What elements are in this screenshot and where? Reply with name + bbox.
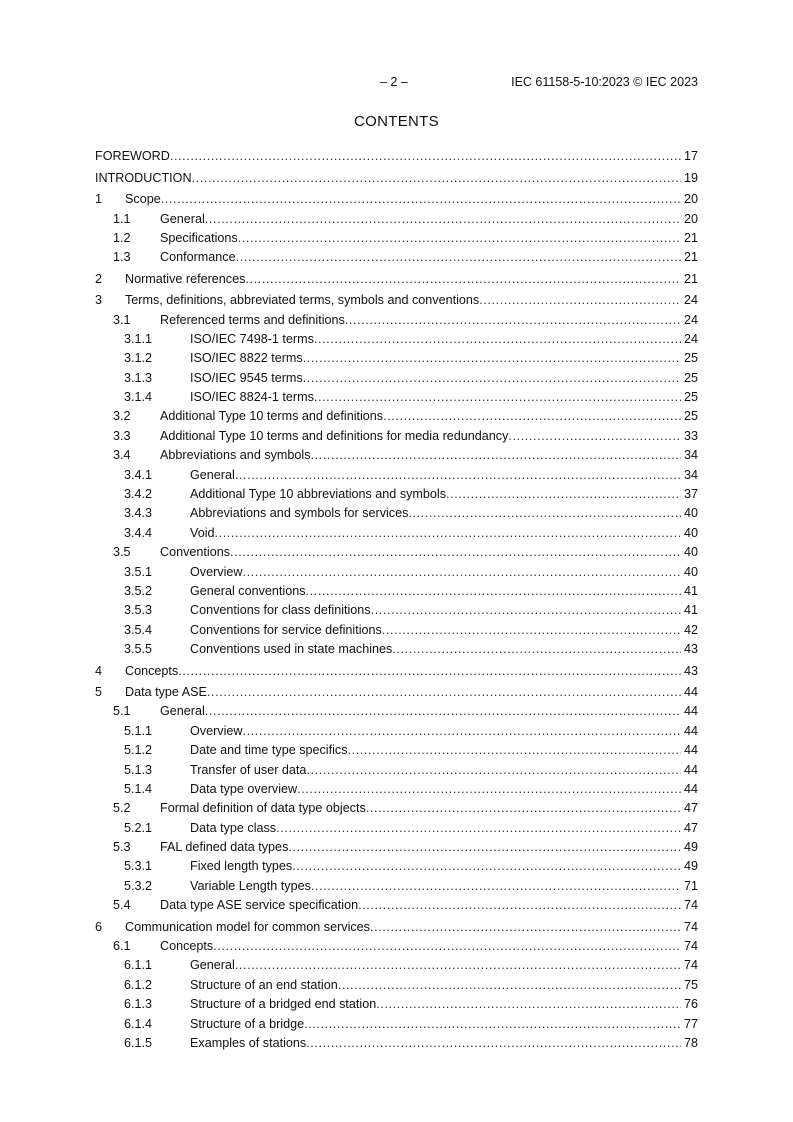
toc-entry-label: Structure of a bridge <box>190 1016 305 1031</box>
toc-entry[interactable] <box>95 502 698 521</box>
toc-entry-page: 49 <box>683 859 698 874</box>
toc-entry-label: Referenced terms and definitions <box>160 312 345 327</box>
dot-leader <box>508 429 681 444</box>
toc-entry-number: 5.1.3 <box>124 762 153 777</box>
dot-leader <box>288 840 681 855</box>
toc-entry[interactable] <box>95 424 698 443</box>
toc-entry-number: 5.1.4 <box>124 781 153 796</box>
dot-leader <box>408 506 681 521</box>
dot-leader <box>314 332 681 347</box>
toc-entry-label: Data type ASE service specification <box>160 898 359 913</box>
toc-entry[interactable] <box>95 797 698 816</box>
toc-entry[interactable] <box>95 483 698 502</box>
toc-entry-number: 5.3.2 <box>124 878 153 893</box>
toc-entry-page: 24 <box>683 331 698 346</box>
dot-leader <box>382 623 681 638</box>
toc-entry-page: 47 <box>683 820 698 835</box>
toc-entry-number: 1.3 <box>113 250 131 265</box>
toc-entry[interactable] <box>95 1012 698 1031</box>
toc-entry-label: ISO/IEC 7498-1 terms <box>190 331 314 346</box>
toc-entry[interactable] <box>95 207 698 226</box>
toc-entry-label: Scope <box>125 192 161 207</box>
dot-leader <box>292 859 681 874</box>
dot-leader <box>205 212 681 227</box>
toc-entry-page: 21 <box>683 250 698 265</box>
toc-entry-page: 77 <box>683 1016 698 1031</box>
toc-entry-number: 6.1.2 <box>124 977 153 992</box>
toc-entry-page: 44 <box>683 743 698 758</box>
dot-leader <box>383 409 681 424</box>
toc-entry[interactable] <box>95 935 698 954</box>
toc-entry-number: 3.4.4 <box>124 525 153 540</box>
dot-leader <box>358 898 681 913</box>
toc-entry[interactable] <box>95 700 698 719</box>
dot-leader <box>376 997 681 1012</box>
toc-entry-page: 44 <box>683 762 698 777</box>
toc-entry[interactable] <box>95 366 698 385</box>
toc-entry-number: 3.4 <box>113 448 131 463</box>
toc-entry-label: Abbreviations and symbols <box>160 448 311 463</box>
toc-entry-page: 21 <box>683 271 698 286</box>
dot-leader <box>314 390 681 405</box>
dot-leader <box>276 821 681 836</box>
toc-entry[interactable] <box>95 308 698 327</box>
dot-leader <box>311 448 681 463</box>
toc-entry-number: 1 <box>95 192 103 207</box>
toc-entry[interactable] <box>95 874 698 893</box>
toc-entry-number: 3.4.1 <box>124 467 153 482</box>
dot-leader <box>338 978 681 993</box>
toc-entry-label: General <box>190 467 235 482</box>
toc-entry-page: 78 <box>683 1035 698 1050</box>
toc-entry-page: 37 <box>683 487 698 502</box>
toc-entry[interactable] <box>95 188 698 207</box>
toc-entry-label: Formal definition of data type objects <box>160 801 366 816</box>
toc-entry-label: General conventions <box>190 583 306 598</box>
dot-leader <box>303 371 681 386</box>
toc-entry-label: Additional Type 10 terms and definitions <box>160 409 384 424</box>
toc-entry-label: ISO/IEC 9545 terms <box>190 370 303 385</box>
toc-entry-label: General <box>160 704 205 719</box>
toc-entry[interactable] <box>95 681 698 700</box>
toc-entry-number: 5.3 <box>113 840 131 855</box>
toc-entry-label: Conventions for class definitions <box>190 603 371 618</box>
dot-leader <box>311 879 681 894</box>
toc-entry-number: 6.1.5 <box>124 1035 153 1050</box>
toc-entry-number: 3.1.4 <box>124 390 153 405</box>
toc-entry-number: 6.1.1 <box>124 958 153 973</box>
dot-leader <box>348 743 682 758</box>
dot-leader <box>236 250 681 265</box>
toc-entry-number: 3 <box>95 293 103 308</box>
dot-leader <box>366 801 681 816</box>
toc-entry-label: Additional Type 10 abbreviations and symbols <box>190 487 447 502</box>
toc-entry-label: Conventions for service definitions <box>190 622 382 637</box>
toc-entry-label: Conventions used in state machines <box>190 642 393 657</box>
toc-entry[interactable] <box>95 246 698 265</box>
toc-entry-page: 43 <box>683 663 698 678</box>
toc-entry-number: 5.2 <box>113 801 131 816</box>
dot-leader <box>245 272 681 287</box>
toc-entry-page: 24 <box>683 293 698 308</box>
toc-entry-label: Conformance <box>160 250 236 265</box>
toc-entry-number: 5.1 <box>113 704 131 719</box>
toc-entry-page: 44 <box>683 723 698 738</box>
toc-entry-page: 19 <box>683 170 698 185</box>
dot-leader <box>170 149 681 164</box>
toc-entry-page: 76 <box>683 997 698 1012</box>
dot-leader <box>242 565 681 580</box>
dot-leader <box>306 763 681 778</box>
dot-leader <box>235 468 681 483</box>
toc-entry-label: Date and time type specifics <box>190 743 348 758</box>
toc-entry[interactable] <box>95 836 698 855</box>
toc-entry[interactable] <box>95 855 698 874</box>
toc-entry-number: 5.4 <box>113 898 131 913</box>
toc-entry[interactable] <box>95 973 698 992</box>
toc-entry[interactable] <box>95 993 698 1012</box>
toc-entry-label: Normative references <box>125 271 246 286</box>
toc-entry[interactable] <box>95 599 698 618</box>
toc-entry-page: 34 <box>683 448 698 463</box>
toc-entry-number: 3.3 <box>113 428 131 443</box>
toc-entry-page: 20 <box>683 192 698 207</box>
toc-entry-page: 20 <box>683 211 698 226</box>
toc-entry-page: 44 <box>683 684 698 699</box>
toc-entry-page: 74 <box>683 958 698 973</box>
toc-entry-number: 4 <box>95 663 103 678</box>
toc-entry-label: Communication model for common services <box>125 919 370 934</box>
toc-entry-page: 71 <box>683 878 698 893</box>
toc-entry-number: 1.1 <box>113 211 131 226</box>
toc-entry-page: 40 <box>683 545 698 560</box>
toc-entry[interactable] <box>95 719 698 738</box>
toc-entry[interactable] <box>95 289 698 308</box>
toc-entry[interactable] <box>95 444 698 463</box>
toc-entry-label: Additional Type 10 terms and definitions for media redundancy <box>160 428 509 443</box>
toc-entry[interactable] <box>95 386 698 405</box>
toc-entry-label: INTRODUCTION <box>95 170 192 185</box>
toc-entry-label: Variable Length types <box>190 878 311 893</box>
dot-leader <box>192 171 681 186</box>
toc-entry[interactable] <box>95 778 698 797</box>
toc-entry-number: 2 <box>95 271 103 286</box>
toc-entry-label: Concepts <box>160 939 214 954</box>
toc-entry-label: FOREWORD <box>95 149 170 164</box>
toc-entry-number: 3.5.5 <box>124 642 153 657</box>
toc-entry-page: 24 <box>683 312 698 327</box>
toc-title: CONTENTS <box>354 113 439 130</box>
toc-entry[interactable] <box>95 1032 698 1051</box>
toc-entry-label: General <box>190 958 235 973</box>
page-number: – 2 – <box>380 75 408 89</box>
toc-entry-number: 3.4.2 <box>124 487 153 502</box>
toc-entry-number: 3.1.2 <box>124 351 153 366</box>
dot-leader <box>235 958 681 973</box>
toc-entry-label: Data type overview <box>190 781 298 796</box>
toc-entry[interactable] <box>95 541 698 560</box>
toc-entry-page: 42 <box>683 622 698 637</box>
toc-entry[interactable] <box>95 560 698 579</box>
dot-leader <box>242 724 681 739</box>
toc-entry-label: General <box>160 211 205 226</box>
dot-leader <box>303 351 681 366</box>
dot-leader <box>306 1036 681 1051</box>
toc-entry-page: 74 <box>683 898 698 913</box>
toc-entry-label: Conventions <box>160 545 231 560</box>
toc-entry-page: 34 <box>683 467 698 482</box>
toc-entry-label: FAL defined data types <box>160 840 289 855</box>
toc-entry-number: 5.2.1 <box>124 820 153 835</box>
toc-entry-page: 74 <box>683 939 698 954</box>
toc-entry-page: 40 <box>683 564 698 579</box>
toc-entry[interactable] <box>95 347 698 366</box>
toc-entry[interactable] <box>95 463 698 482</box>
toc-entry[interactable] <box>95 739 698 758</box>
toc-entry[interactable] <box>95 954 698 973</box>
toc-entry-page: 25 <box>683 370 698 385</box>
toc-entry-number: 3.2 <box>113 409 131 424</box>
toc-entry-page: 47 <box>683 801 698 816</box>
dot-leader <box>213 939 681 954</box>
dot-leader <box>205 704 681 719</box>
toc-entry-label: Terms, definitions, abbreviated terms, symbols and conventions <box>125 293 480 308</box>
toc-entry-page: 25 <box>683 351 698 366</box>
toc-entry[interactable] <box>95 638 698 657</box>
toc-entry-number: 5.1.2 <box>124 743 153 758</box>
document-identifier: IEC 61158-5-10:2023 © IEC 2023 <box>511 75 698 89</box>
toc-entry-number: 3.5 <box>113 545 131 560</box>
dot-leader <box>230 545 681 560</box>
toc-entry-page: 75 <box>683 977 698 992</box>
toc-entry-number: 3.1.3 <box>124 370 153 385</box>
toc-entry-label: ISO/IEC 8822 terms <box>190 351 303 366</box>
toc-entry-page: 40 <box>683 506 698 521</box>
page-header <box>95 75 698 93</box>
toc-entry-label: Structure of an end station <box>190 977 338 992</box>
dot-leader <box>238 231 681 246</box>
toc-entry-label: Fixed length types <box>190 859 293 874</box>
toc-entry[interactable] <box>95 758 698 777</box>
toc-entry-number: 3.1.1 <box>124 331 153 346</box>
dot-leader <box>371 603 681 618</box>
toc-entry-number: 5.1.1 <box>124 723 153 738</box>
toc-entry[interactable] <box>95 405 698 424</box>
toc-entry-page: 25 <box>683 390 698 405</box>
toc-entry-label: Data type class <box>190 820 277 835</box>
toc-entry-label: Overview <box>190 564 243 579</box>
toc-entry-number: 3.5.1 <box>124 564 153 579</box>
toc-entry-label: Specifications <box>160 230 238 245</box>
dot-leader <box>479 293 681 308</box>
toc-entry-label: Structure of a bridged end station <box>190 997 377 1012</box>
toc-entry[interactable] <box>95 328 698 347</box>
toc-entry[interactable] <box>95 580 698 599</box>
toc-entry[interactable] <box>95 166 698 185</box>
dot-leader <box>306 584 681 599</box>
toc-entry-number: 1.2 <box>113 230 131 245</box>
dot-leader <box>178 664 681 679</box>
toc-entry-number: 3.5.4 <box>124 622 153 637</box>
dot-leader <box>207 685 681 700</box>
toc-entry-page: 41 <box>683 603 698 618</box>
toc-entry-page: 74 <box>683 919 698 934</box>
dot-leader <box>392 642 681 657</box>
toc-entry[interactable] <box>95 915 698 934</box>
dot-leader <box>304 1017 681 1032</box>
toc-entry-label: Void <box>190 525 215 540</box>
toc-entry-page: 44 <box>683 781 698 796</box>
toc-entry[interactable] <box>95 618 698 637</box>
toc-entry-number: 6.1 <box>113 939 131 954</box>
toc-entry-number: 3.4.3 <box>124 506 153 521</box>
toc-entry-page: 44 <box>683 704 698 719</box>
toc-entry-label: Transfer of user data <box>190 762 307 777</box>
toc-entry-number: 5 <box>95 684 103 699</box>
dot-leader <box>345 313 681 328</box>
dot-leader <box>297 782 681 797</box>
toc-entry-label: Examples of stations <box>190 1035 307 1050</box>
table-of-contents <box>95 145 698 1051</box>
toc-entry-page: 41 <box>683 583 698 598</box>
toc-entry-page: 17 <box>683 149 698 164</box>
toc-entry-label: Concepts <box>125 663 179 678</box>
toc-entry[interactable] <box>95 521 698 540</box>
toc-entry-page: 25 <box>683 409 698 424</box>
toc-entry-number: 3.5.3 <box>124 603 153 618</box>
toc-entry[interactable] <box>95 816 698 835</box>
toc-entry[interactable] <box>95 659 698 678</box>
dot-leader <box>370 920 681 935</box>
dot-leader <box>161 192 681 207</box>
toc-entry-page: 40 <box>683 525 698 540</box>
toc-entry-number: 3.1 <box>113 312 131 327</box>
toc-entry[interactable] <box>95 267 698 286</box>
toc-entry-label: ISO/IEC 8824-1 terms <box>190 390 314 405</box>
toc-entry[interactable] <box>95 894 698 913</box>
toc-entry-page: 33 <box>683 428 698 443</box>
toc-entry-label: Abbreviations and symbols for services <box>190 506 409 521</box>
toc-entry[interactable] <box>95 145 698 164</box>
toc-entry-number: 5.3.1 <box>124 859 153 874</box>
toc-entry-number: 6.1.3 <box>124 997 153 1012</box>
toc-entry-page: 49 <box>683 840 698 855</box>
toc-entry-number: 3.5.2 <box>124 583 153 598</box>
toc-entry[interactable] <box>95 227 698 246</box>
dot-leader <box>215 526 681 541</box>
toc-entry-page: 21 <box>683 230 698 245</box>
toc-entry-page: 43 <box>683 642 698 657</box>
toc-entry-number: 6 <box>95 919 103 934</box>
toc-entry-label: Overview <box>190 723 243 738</box>
dot-leader <box>446 487 681 502</box>
toc-entry-number: 6.1.4 <box>124 1016 153 1031</box>
toc-entry-label: Data type ASE <box>125 684 207 699</box>
